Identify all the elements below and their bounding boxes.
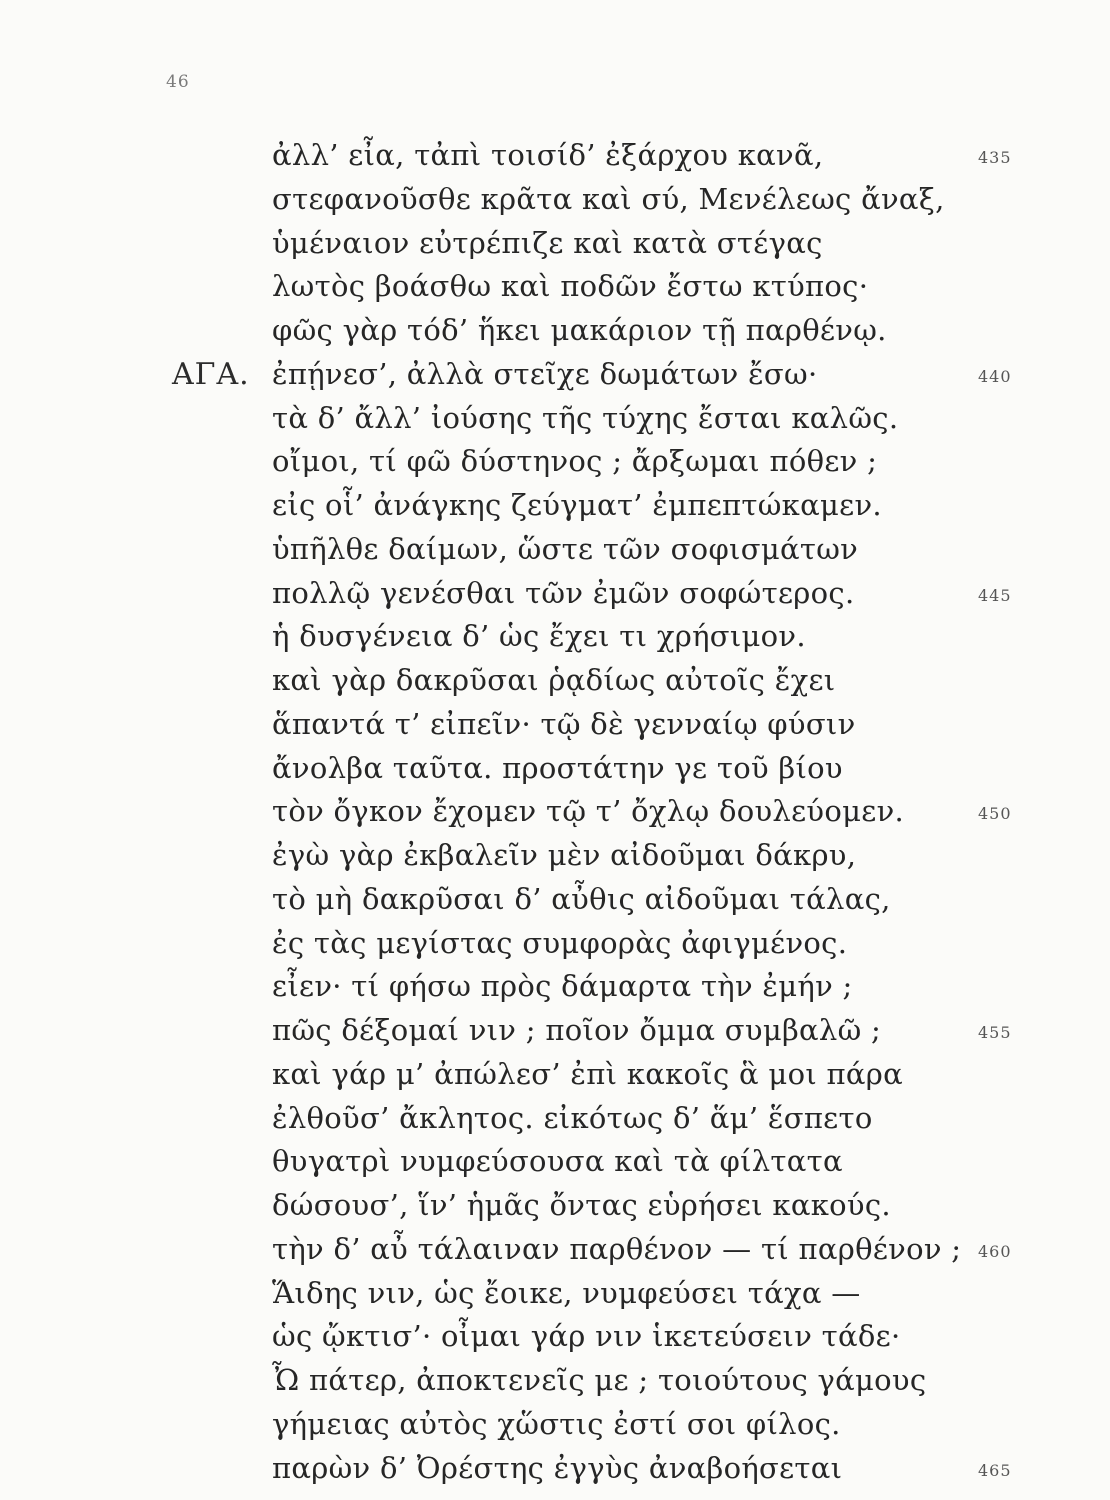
verse-line [0, 484, 1110, 528]
verse-line [0, 1272, 1110, 1316]
verse-block [0, 134, 1110, 1490]
line-number: 460 [978, 1241, 1012, 1261]
verse-text: παρὼν δ’ Ὀρέστης ἐγγὺς ἀναβοήσεται [272, 1450, 843, 1485]
verse-line [0, 440, 1110, 484]
verse-line [0, 922, 1110, 966]
verse-text: Ἅιδης νιν, ὡς ἔοικε, νυμφεύσει τάχα — [272, 1275, 861, 1310]
verse-line [0, 615, 1110, 659]
verse-text: γήμειας αὐτὸς χὥστις ἐστί σοι φίλος. [272, 1406, 841, 1441]
verse-text: ἀλλ’ εἶα, τἀπὶ τοισίδ’ ἐξάρχου κανᾶ, [272, 138, 824, 172]
line-number: 465 [978, 1460, 1012, 1480]
verse-text: τὸ μὴ δακρῦσαι δ’ αὖθις αἰδοῦμαι τάλας, [272, 881, 891, 916]
verse-text: λωτὸς βοάσθω καὶ ποδῶν ἔστω κτύπος· [272, 269, 869, 304]
line-number: 435 [978, 148, 1012, 167]
verse-line [0, 1184, 1110, 1228]
line-number: 440 [978, 366, 1012, 386]
verse-line [0, 134, 1110, 178]
verse-text: ἐς τὰς μεγίστας συμφορὰς ἀφιγμένος. [272, 925, 848, 960]
verse-line [0, 1053, 1110, 1097]
verse-text: φῶς γὰρ τόδ’ ἥκει μακάριον τῇ παρθένῳ. [272, 313, 887, 347]
verse-line [0, 965, 1110, 1009]
verse-line [0, 1140, 1110, 1184]
verse-line [0, 1447, 1110, 1491]
verse-text: καὶ γὰρ δακρῦσαι ῥᾳδίως αὐτοῖς ἔχει [272, 663, 836, 697]
verse-line [0, 572, 1110, 616]
verse-text: καὶ γάρ μ’ ἀπώλεσ’ ἐπὶ κακοῖς ἃ μοι πάρα [272, 1056, 903, 1091]
verse-text: ἅπαντά τ’ εἰπεῖν· τῷ δὲ γενναίῳ φύσιν [272, 706, 856, 741]
verse-line [0, 528, 1110, 572]
verse-line [0, 703, 1110, 747]
verse-line [0, 222, 1110, 266]
verse-text: οἴμοι, τί φῶ δύστηνος ; ἄρξωμαι πόθεν ; [272, 444, 878, 479]
verse-text: ἐπῄνεσ’, ἀλλὰ στεῖχε δωμάτων ἔσω· [272, 356, 818, 391]
verse-line [0, 878, 1110, 922]
line-number: 445 [978, 585, 1012, 605]
verse-text: δώσουσ’, ἵν’ ἡμᾶς ὄντας εὑρήσει κακούς. [272, 1188, 891, 1222]
verse-text: ὡς ᾤκτισ’· οἶμαι γάρ νιν ἱκετεύσειν τάδε· [272, 1319, 901, 1354]
line-number: 450 [978, 804, 1012, 824]
speaker-label: ΑΓΑ. [172, 356, 250, 392]
verse-text: τὰ δ’ ἄλλ’ ἰούσης τῆς τύχης ἔσται καλῶς. [272, 400, 899, 435]
page-number: 46 [166, 72, 190, 92]
verse-line [0, 790, 1110, 834]
line-number: 455 [978, 1023, 1012, 1042]
verse-text: στεφανοῦσθε κρᾶτα καὶ σύ, Μενέλεως ἄναξ, [272, 181, 945, 216]
verse-text: Ὦ πάτερ, ἀποκτενεῖς με ; τοιούτους γάμους [272, 1363, 927, 1397]
verse-text: θυγατρὶ νυμφεύσουσα καὶ τὰ φίλτατα [272, 1144, 843, 1179]
verse-line [0, 397, 1110, 441]
verse-line [0, 1403, 1110, 1447]
verse-line [0, 353, 1110, 397]
verse-text: εἶεν· τί φήσω πρὸς δάμαρτα τὴν ἐμήν ; [272, 969, 853, 1004]
verse-text: ὑμέναιον εὐτρέπιζε καὶ κατὰ στέγας [272, 225, 823, 260]
verse-line [0, 659, 1110, 703]
verse-line [0, 309, 1110, 353]
verse-line [0, 747, 1110, 791]
verse-line [0, 1228, 1110, 1272]
verse-text: ἡ δυσγένεια δ’ ὡς ἔχει τι χρήσιμον. [272, 619, 806, 654]
verse-line [0, 178, 1110, 222]
verse-text: τὴν δ’ αὖ τάλαιναν παρθένον — τί παρθένον ; [272, 1231, 962, 1266]
verse-text: ἐγὼ γὰρ ἐκβαλεῖν μὲν αἰδοῦμαι δάκρυ, [272, 838, 857, 872]
verse-line [0, 1009, 1110, 1053]
verse-text: τὸν ὄγκον ἔχομεν τῷ τ’ ὄχλῳ δουλεύομεν. [272, 794, 905, 829]
verse-text: ὑπῆλθε δαίμων, ὥστε τῶν σοφισμάτων [272, 531, 859, 566]
verse-line [0, 265, 1110, 309]
verse-line [0, 1315, 1110, 1359]
verse-text: πῶς δέξομαί νιν ; ποῖον ὄμμα συμβαλῶ ; [272, 1013, 882, 1047]
verse-line [0, 834, 1110, 878]
verse-text: ἄνολβα ταῦτα. προστάτην γε τοῦ βίου [272, 750, 843, 785]
verse-text: εἰς οἷ’ ἀνάγκης ζεύγματ’ ἐμπεπτώκαμεν. [272, 488, 882, 522]
verse-line [0, 1097, 1110, 1141]
verse-text: πολλῷ γενέσθαι τῶν ἐμῶν σοφώτερος. [272, 575, 855, 610]
verse-line [0, 1359, 1110, 1403]
verse-text: ἐλθοῦσ’ ἄκλητος. εἰκότως δ’ ἅμ’ ἕσπετο [272, 1100, 873, 1135]
